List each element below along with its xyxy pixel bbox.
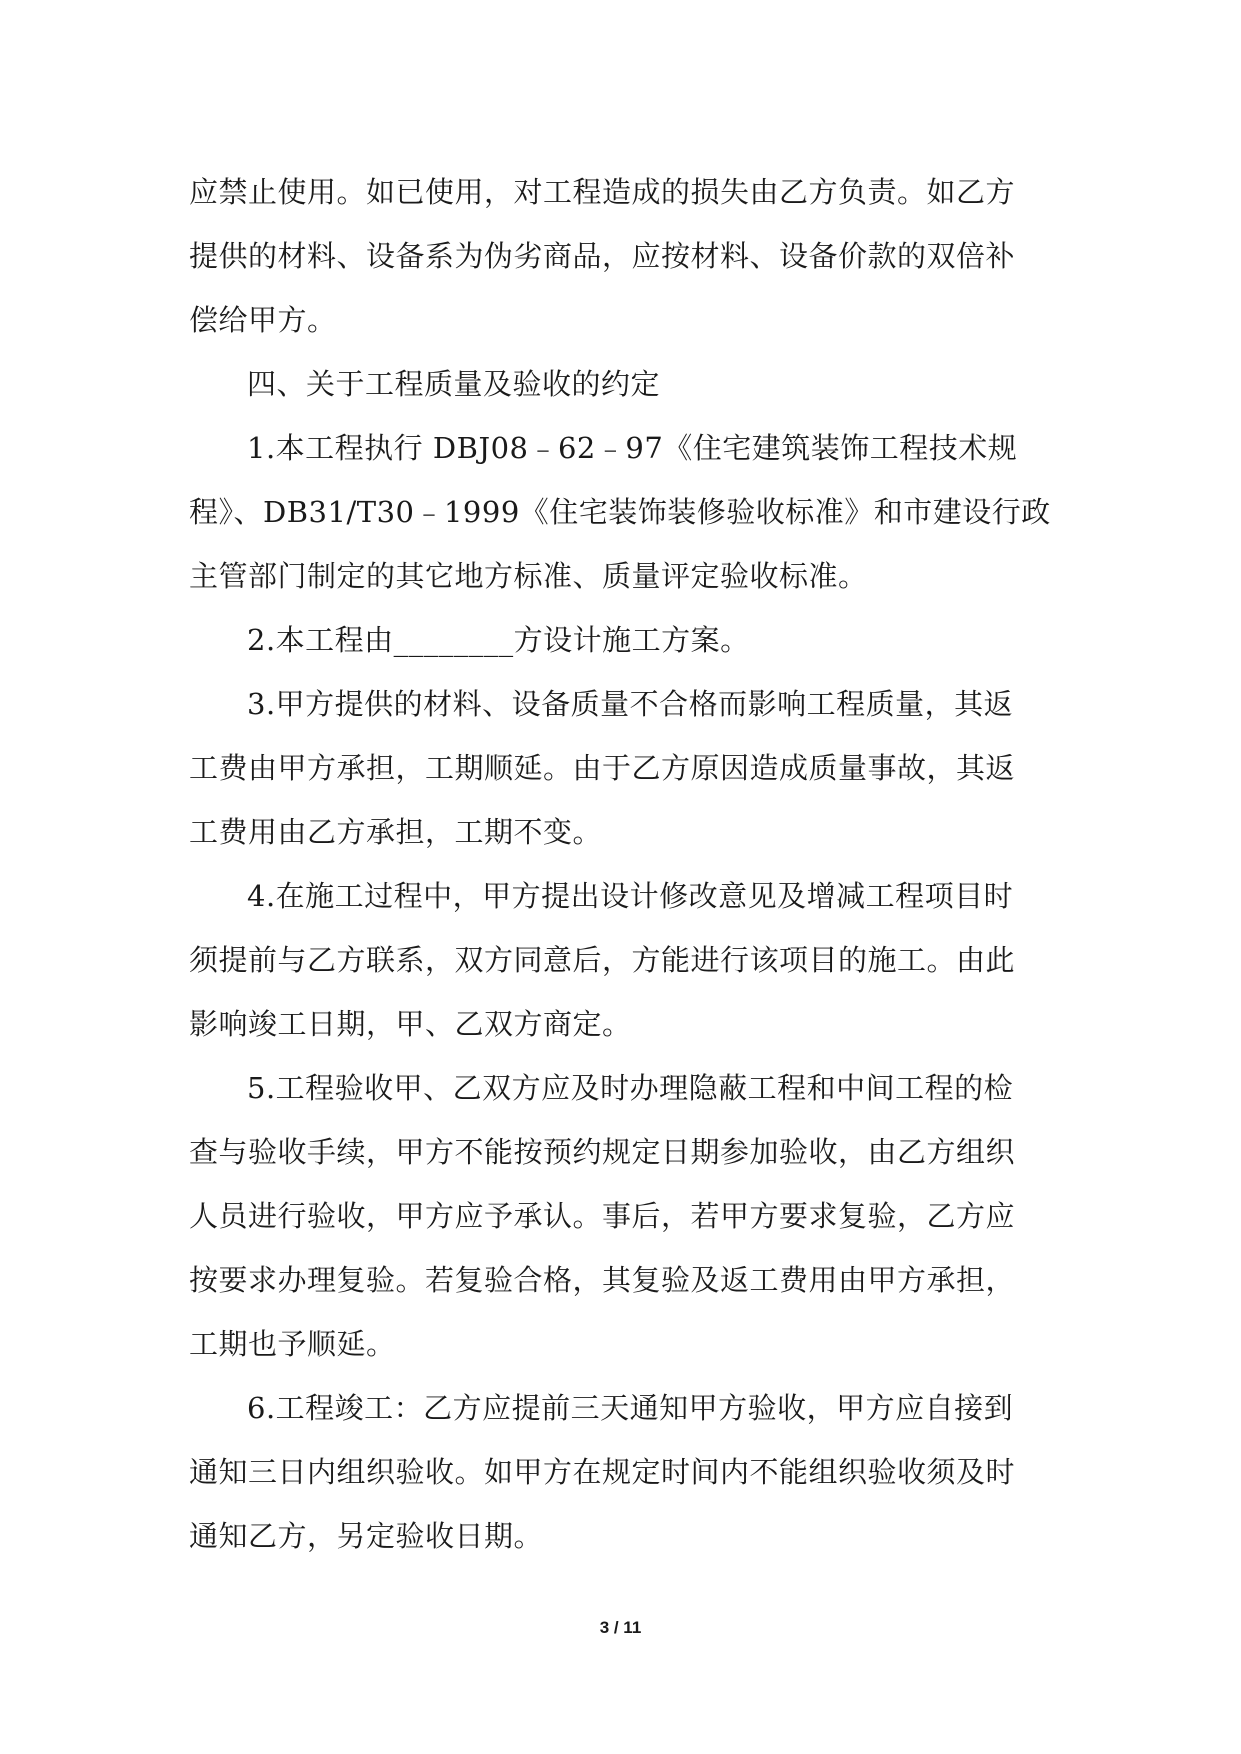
clause-4-line: 须提前与乙方联系，双方同意后，方能进行该项目的施工。由此 bbox=[189, 943, 1016, 977]
page-number: 3 / 11 bbox=[599, 1618, 642, 1637]
section-heading: 四、关于工程质量及验收的约定 bbox=[247, 367, 661, 401]
clause-3-line: 工费用由乙方承担，工期不变。 bbox=[189, 815, 603, 849]
body-line: 偿给甲方。 bbox=[189, 303, 337, 337]
clause-1-line: 程》、DB31/T30﹣1999《住宅装饰装修验收标准》和市建设行政 bbox=[189, 495, 1051, 529]
clause-4-line: 4.在施工过程中，甲方提出设计修改意见及增减工程项目时 bbox=[247, 879, 1014, 913]
clause-5-line: 工期也予顺延。 bbox=[189, 1327, 396, 1361]
clause-1-line: 1.本工程执行 DBJ08﹣62﹣97《住宅建筑装饰工程技术规 bbox=[247, 431, 1018, 465]
document-body bbox=[189, 160, 1057, 1568]
body-line: 提供的材料、设备系为伪劣商品，应按材料、设备价款的双倍补 bbox=[189, 239, 1016, 273]
clause-2-line: 2.本工程由________方设计施工方案。 bbox=[247, 623, 750, 657]
body-line: 应禁止使用。如已使用，对工程造成的损失由乙方负责。如乙方 bbox=[189, 175, 1016, 209]
clause-6-line: 6.工程竣工：乙方应提前三天通知甲方验收，甲方应自接到 bbox=[247, 1391, 1014, 1425]
clause-6-line: 通知乙方，另定验收日期。 bbox=[189, 1519, 544, 1553]
clause-1-line: 主管部门制定的其它地方标准、质量评定验收标准。 bbox=[189, 559, 868, 593]
clause-3-line: 3.甲方提供的材料、设备质量不合格而影响工程质量，其返 bbox=[247, 687, 1014, 721]
clause-5-line: 人员进行验收，甲方应予承认。事后，若甲方要求复验，乙方应 bbox=[189, 1199, 1016, 1233]
clause-4-line: 影响竣工日期，甲、乙双方商定。 bbox=[189, 1007, 632, 1041]
clause-5-line: 查与验收手续，甲方不能按预约规定日期参加验收，由乙方组织 bbox=[189, 1135, 1016, 1169]
clause-3-line: 工费由甲方承担，工期顺延。由于乙方原因造成质量事故，其返 bbox=[189, 751, 1016, 785]
clause-5-line: 5.工程验收甲、乙双方应及时办理隐蔽工程和中间工程的检 bbox=[247, 1071, 1014, 1105]
clause-5-line: 按要求办理复验。若复验合格，其复验及返工费用由甲方承担， bbox=[189, 1263, 1016, 1297]
clause-6-line: 通知三日内组织验收。如甲方在规定时间内不能组织验收须及时 bbox=[189, 1455, 1016, 1489]
